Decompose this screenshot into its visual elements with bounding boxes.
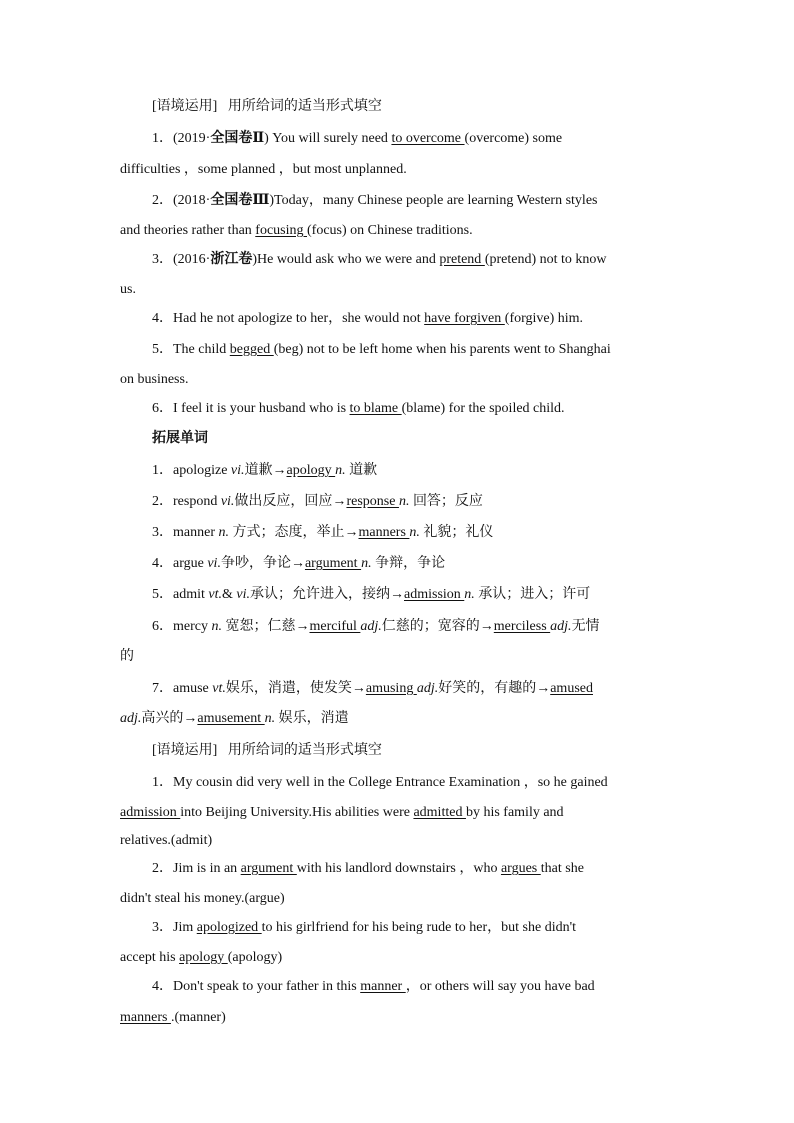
answer-blank: merciless [493, 619, 551, 634]
answer-blank: to overcome [391, 131, 465, 146]
part-of-speech: n. [409, 525, 420, 540]
exercise-line [120, 161, 407, 179]
text-run: and theories rather than [120, 223, 256, 238]
exercise-line [152, 130, 562, 148]
text-run: 3．manner [152, 525, 219, 540]
text-run: 2．Jim is in an [152, 861, 241, 876]
vocab-line [152, 524, 493, 542]
text-run: 礼貌；礼仪 [419, 525, 494, 540]
text-run: (focus) on Chinese traditions. [307, 223, 473, 238]
part-of-speech: n. [211, 619, 222, 634]
exercise-line [120, 949, 282, 967]
part-of-speech: adj. [550, 619, 572, 634]
text-run: difficulties ，some planned ，but most unplanned. [120, 162, 407, 177]
text-run: (apology) [227, 950, 283, 965]
exercise-line [152, 400, 565, 418]
text-run: 娱乐，消遣，使发笑→ [225, 681, 366, 696]
exercise-line [120, 1009, 226, 1027]
text-run: 3．Jim [152, 920, 197, 935]
text-run: 1．My cousin did very well in the College Entrance Examination ，so he gained [152, 775, 608, 790]
text-run: )Today，many Chinese people are learning Western styles [269, 193, 598, 208]
text-run: 宽恕；仁慈→ [221, 619, 310, 634]
source-label: 浙江卷 [210, 252, 253, 267]
exercise-line [152, 192, 597, 210]
text-run: 2．respond [152, 494, 221, 509]
answer-blank: manner [360, 979, 406, 994]
exercise-line [120, 804, 564, 822]
text-run: 回答；反应 [409, 494, 483, 509]
text-run: 5．The child [152, 342, 230, 357]
answer-blank: apologized [196, 920, 262, 935]
part-of-speech: vi. [220, 494, 235, 509]
text-run: (blame) for the spoiled child. [401, 401, 565, 416]
exercise-line [152, 341, 611, 359]
text-run: (forgive) him. [504, 311, 584, 326]
answer-blank: admitted [413, 805, 466, 820]
text-run: 4．Don't speak to your father in this [152, 979, 361, 994]
text-run: 2．(2018· [152, 193, 211, 208]
heading-text: 用所给词的适当形式填空 [227, 99, 382, 114]
exercise-line [120, 371, 188, 389]
section3-heading [152, 742, 382, 760]
text-run: relatives.(admit) [120, 833, 213, 848]
text-run: 好笑的，有趣的→ [438, 681, 551, 696]
text-run: & [222, 587, 237, 602]
part-of-speech: n. [464, 587, 475, 602]
part-of-speech: n. [361, 556, 372, 571]
answer-blank: admission [120, 805, 181, 820]
section2-heading: 拓展单词 [152, 431, 208, 446]
text-run: 争吵，争论→ [220, 556, 305, 571]
part-of-speech: n. [335, 463, 346, 478]
answer-blank: admission [404, 587, 465, 602]
text-run: ) You will surely need [264, 131, 392, 146]
heading-bracket: [语境运用] [152, 99, 218, 114]
vocab-line [120, 648, 134, 666]
answer-blank: to blame [349, 401, 402, 416]
text-run: ，or others will say you have bad [405, 979, 595, 994]
text-run: (pretend) not to know [484, 252, 607, 267]
answer-blank: manners [358, 525, 410, 540]
part-of-speech: vi. [230, 463, 245, 478]
part-of-speech: n. [218, 525, 229, 540]
answer-blank: amused [550, 681, 593, 696]
exercise-line [152, 310, 583, 328]
answer-blank: have forgiven [424, 311, 505, 326]
vocab-line [152, 618, 600, 636]
text-run: 做出反应，回应→ [234, 494, 347, 509]
text-run: 无情 [571, 619, 600, 634]
answer-blank: focusing [255, 223, 307, 238]
answer-blank: argument [304, 556, 362, 571]
answer-blank: pretend [439, 252, 485, 267]
text-run: (beg) not to be left home when his parents went to Shanghai [273, 342, 611, 357]
exercise-line [120, 890, 285, 908]
source-label: 全国卷Ⅲ [210, 193, 270, 208]
text-run: 4．Had he not apologize to her，she would not [152, 311, 425, 326]
answer-blank: merciful [309, 619, 361, 634]
text-run: 争辩，争论 [371, 556, 446, 571]
text-run: by his family and [465, 805, 564, 820]
text-run: .(manner) [170, 1010, 226, 1025]
heading-text: 用所给词的适当形式填空 [227, 743, 382, 758]
text-run: 方式；态度，举止→ [228, 525, 359, 540]
exercise-line [152, 251, 607, 269]
vocab-line [152, 493, 483, 511]
exercise-line [120, 281, 136, 299]
vocab-line [120, 710, 349, 728]
vocab-line [152, 680, 593, 698]
answer-blank: response [346, 494, 399, 509]
text-run: to his girlfriend for his being rude to her，but she didn't [261, 920, 577, 935]
exercise-line [120, 832, 212, 850]
part-of-speech: adj. [120, 711, 142, 726]
text-run: 承认；允许进入，接纳→ [250, 587, 404, 602]
text-run: 7．amuse [152, 681, 213, 696]
text-run: 承认；进入；许可 [474, 587, 591, 602]
part-of-speech: n. [264, 711, 276, 726]
text-run: that she [540, 861, 584, 876]
text-run: accept his [120, 950, 180, 965]
text-run: 6．mercy [152, 619, 212, 634]
answer-blank: amusement [197, 711, 265, 726]
section1-heading [152, 98, 382, 116]
text-run: didn't steal his money.(argue) [120, 891, 285, 906]
text-run: 道歉 [345, 463, 378, 478]
text-run: 娱乐，消遣 [275, 711, 349, 726]
exercise-line [152, 978, 595, 996]
vocab-line [152, 462, 377, 480]
exercise-line [120, 222, 473, 240]
exercise-line [152, 919, 576, 937]
text-run: 的 [120, 649, 134, 664]
text-run: 1．apologize [152, 463, 231, 478]
text-run: into Beijing University.His abilities were [180, 805, 414, 820]
text-run: 仁慈的；宽容的→ [381, 619, 494, 634]
exercise-line [152, 774, 608, 792]
text-run: (overcome) some [464, 131, 563, 146]
vocab-line [152, 555, 445, 573]
answer-blank: argues [500, 861, 541, 876]
source-label: 全国卷Ⅱ [210, 131, 265, 146]
text-run: on business. [120, 372, 189, 387]
answer-blank: amusing [365, 681, 417, 696]
answer-blank: manners [120, 1010, 171, 1025]
text-run: us. [120, 282, 136, 297]
answer-blank: begged [229, 342, 274, 357]
text-run: 1．(2019· [152, 131, 211, 146]
heading-bracket: [语境运用] [152, 743, 218, 758]
text-run: 4．argue [152, 556, 208, 571]
exercise-line [152, 860, 584, 878]
part-of-speech: vt. [212, 681, 226, 696]
text-run: )He would ask who we were and [252, 252, 440, 267]
text-run: 高兴的→ [141, 711, 198, 726]
part-of-speech: vi. [207, 556, 221, 571]
answer-blank: apology [286, 463, 336, 478]
part-of-speech: vt. [208, 587, 222, 602]
part-of-speech: vi. [236, 587, 250, 602]
part-of-speech: adj. [360, 619, 382, 634]
text-run: 3．(2016· [152, 252, 211, 267]
text-run: 道歉→ [244, 463, 287, 478]
answer-blank: apology [179, 950, 228, 965]
text-run: with his landlord downstairs ，who [296, 861, 501, 876]
text-run: 5．admit [152, 587, 209, 602]
text-run: 6．I feel it is your husband who is [152, 401, 350, 416]
part-of-speech: adj. [416, 681, 439, 696]
part-of-speech: n. [398, 494, 410, 509]
vocab-line [152, 586, 590, 604]
answer-blank: argument [240, 861, 297, 876]
